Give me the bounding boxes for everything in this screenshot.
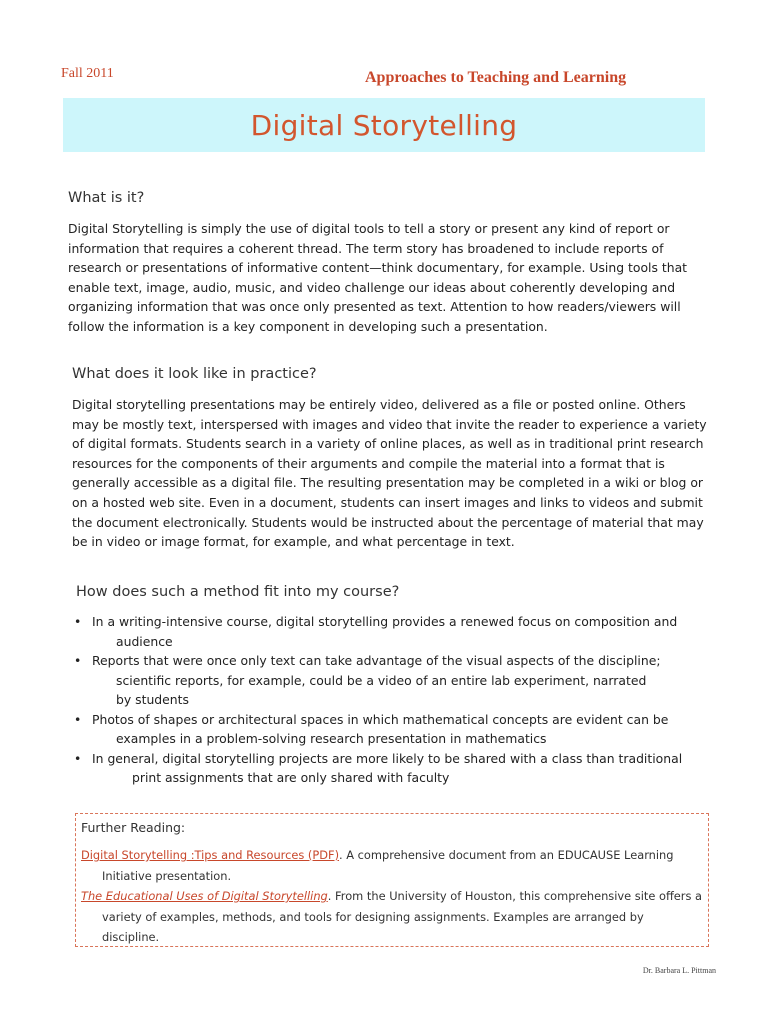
reading-link-educational-uses[interactable]: The Educational Uses of Digital Storytelling — [81, 889, 328, 903]
course-title: Approaches to Teaching and Learning — [365, 69, 627, 86]
course-fit-list — [72, 612, 712, 788]
section-heading-practice: What does it look like in practice? — [72, 366, 317, 382]
list-item: • Photos of shapes or architectural spaces in which mathematical concepts are evident can be examples in a problem-solving research presentation in mathematics — [72, 710, 712, 749]
list-item: • In a writing-intensive course, digital storytelling provides a renewed focus on composition and audience — [72, 612, 712, 651]
reading-item: The Educational Uses of Digital Storytelling. From the University of Houston, this comprehensive site offers a variety of examples, methods, and tools for designing assignments. Examples are arranged by discipline. — [81, 889, 703, 944]
page-title: Digital Storytelling — [250, 108, 518, 142]
term-label: Fall 2011 — [61, 66, 114, 81]
reading-link-tips-resources[interactable]: Digital Storytelling :Tips and Resources (PDF) — [81, 848, 340, 862]
section-heading-what: What is it? — [68, 190, 145, 206]
section-heading-course-fit: How does such a method fit into my course? — [76, 584, 400, 600]
further-reading-title: Further Reading: — [81, 820, 186, 835]
title-banner — [63, 98, 705, 152]
author-credit: Dr. Barbara L. Pittman — [642, 966, 716, 975]
further-reading-box — [75, 813, 709, 947]
section-body-what: Digital Storytelling is simply the use of digital tools to tell a story or present any kind of report or information that requires a coherent thread. The term story has broadened to include reports of research or presentations of informative content—think documentary, for example. Using tools that enable text, image, audio, music, and video challenge our ideas about coherently developing and organizing information that was once only presented as text. Attention to how readers/viewers will follow the information is a key component in developing such a presentation. — [68, 221, 688, 334]
reading-item: Digital Storytelling :Tips and Resources (PDF). A comprehensive document from an EDUCAUSE Learning Initiative presentation. — [81, 848, 674, 883]
list-item: • Reports that were once only text can take advantage of the visual aspects of the discipline; scientific reports, for example, could be a video of an entire lab experiment, narrated by students — [72, 651, 712, 710]
list-item: • In general, digital storytelling projects are more likely to be shared with a class than traditional print assignments that are only shared with faculty — [72, 749, 712, 788]
section-body-practice: Digital storytelling presentations may be entirely video, delivered as a file or posted online. Others may be mostly text, interspersed with images and video that invite the reader to experience a variety of digital formats. Students search in a variety of online places, as well as in traditional print research resources for the components of their arguments and compile the material into a format that is generally accessible as a digital file. The resulting presentation may be completed in a wiki or blog or on a hosted web site. Even in a document, students can insert images and links to videos and submit the document electronically. Students would be instructed about the percentage of material that may be in video or image format, for example, and what percentage in text. — [72, 397, 707, 550]
